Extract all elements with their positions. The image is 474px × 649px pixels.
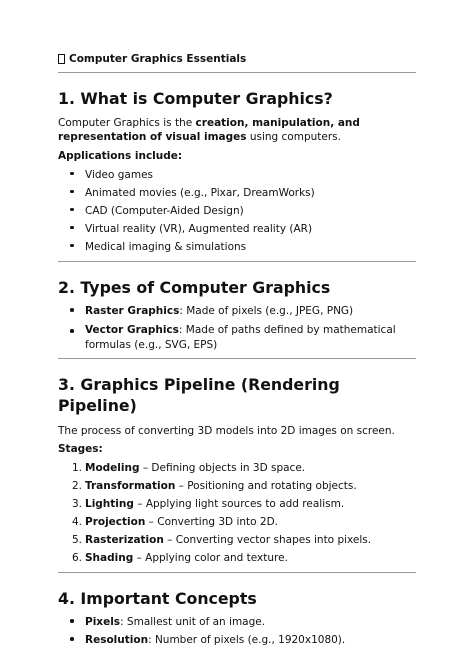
item-term: Modeling <box>85 461 140 474</box>
item-desc: – Converting 3D into 2D. <box>145 515 279 528</box>
list-item <box>58 477 416 495</box>
list-item <box>58 513 416 531</box>
intro-bold-text: creation, manipulation, and representation of visual images <box>58 117 360 144</box>
item-term: Vector Graphics <box>85 324 179 337</box>
intro-text-end: using computers. <box>246 131 341 144</box>
types-list <box>58 302 416 353</box>
list-item <box>58 613 416 631</box>
stages-list <box>58 459 416 567</box>
concepts-list <box>58 613 416 649</box>
applications-label: Applications include: <box>58 149 183 162</box>
item-term: Lighting <box>85 497 134 510</box>
list-item: Video games <box>58 166 416 184</box>
item-number: 2. <box>72 479 83 492</box>
document-title-text: Computer Graphics Essentials <box>69 52 247 65</box>
item-desc: : Number of pixels (e.g., 1920x1080). <box>148 634 346 647</box>
list-item <box>58 631 416 649</box>
item-desc: : Made of pixels (e.g., JPEG, PNG) <box>179 305 354 318</box>
item-term: Transformation <box>85 479 176 492</box>
item-term: Raster Graphics <box>85 305 180 318</box>
item-desc: – Converting vector shapes into pixels. <box>163 533 372 546</box>
item-term: Shading <box>85 551 134 564</box>
section-heading: 1. What is Computer Graphics? <box>58 89 333 108</box>
item-desc: – Applying light sources to add realism. <box>133 497 345 510</box>
intro-text: Computer Graphics is the <box>58 117 196 130</box>
item-number: 6. <box>72 551 83 564</box>
document-title <box>58 52 416 66</box>
item-desc: – Positioning and rotating objects. <box>175 479 357 492</box>
item-term: Projection <box>85 515 146 528</box>
item-term: Rasterization <box>85 533 164 546</box>
item-number: 4. <box>72 515 83 528</box>
section-intro <box>58 116 416 144</box>
item-term: Resolution <box>85 634 149 647</box>
list-item <box>58 549 416 567</box>
item-term: Pixels <box>85 616 121 629</box>
list-item <box>58 323 416 353</box>
item-desc: : Smallest unit of an image. <box>120 616 266 629</box>
list-item: Virtual reality (VR), Augmented reality (AR) <box>58 220 416 238</box>
applications-list <box>58 166 416 256</box>
missing-glyph-icon <box>58 54 65 64</box>
item-desc: : Made of paths defined by mathematical formulas (e.g., SVG, EPS) <box>85 324 396 352</box>
stages-label: Stages: <box>58 442 103 455</box>
list-item <box>58 531 416 549</box>
list-item <box>58 495 416 513</box>
section-heading: 4. Important Concepts <box>58 588 257 608</box>
list-item: Animated movies (e.g., Pixar, DreamWorks) <box>58 184 416 202</box>
list-item <box>58 302 416 320</box>
item-number: 3. <box>72 497 83 510</box>
item-desc: – Applying color and texture. <box>133 551 288 564</box>
item-desc: – Defining objects in 3D space. <box>139 461 306 474</box>
section-heading: 3. Graphics Pipeline (Rendering Pipeline) <box>58 375 340 416</box>
item-number: 5. <box>72 533 83 546</box>
list-item <box>58 459 416 477</box>
list-item: CAD (Computer-Aided Design) <box>58 202 416 220</box>
item-number: 1. <box>72 461 83 474</box>
list-item: Medical imaging & simulations <box>58 238 416 256</box>
section-heading: 2. Types of Computer Graphics <box>58 277 331 297</box>
section-intro: The process of converting 3D models into 2D images on screen. <box>58 424 395 437</box>
